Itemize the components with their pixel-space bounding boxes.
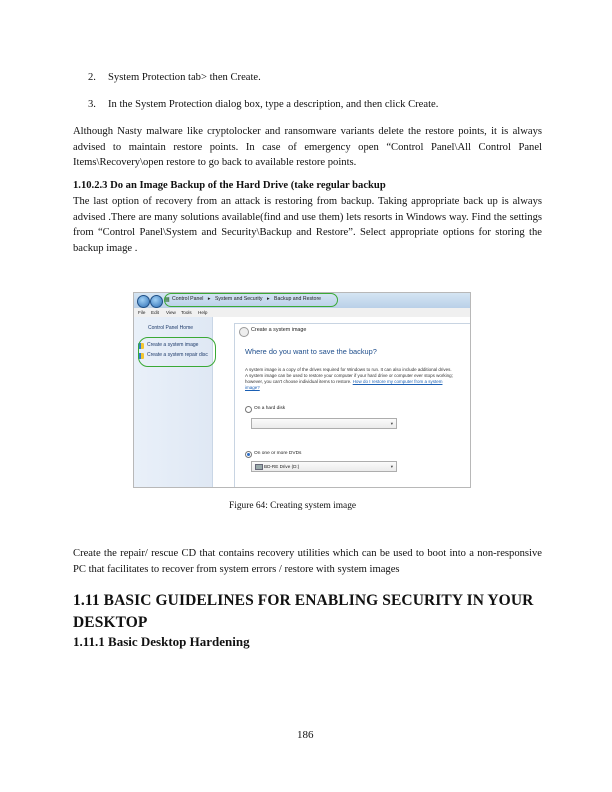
dialog-title: Create a system image [251, 327, 307, 333]
paragraph-restore-points: Although Nasty malware like cryptolocker and ransomware variants delete the restore points, it is always advised to maintain restore points. In case of emergency open “Control Panel\All Control Panel Items\Recovery\open restore to go back to available restore points. [73, 126, 542, 169]
dialog-description [245, 367, 455, 391]
create-repair-disc-link[interactable]: Create a system repair disc [147, 352, 208, 358]
chevron-down-icon: ▾ [390, 464, 393, 469]
breadcrumb-separator-icon: ▸ [266, 296, 270, 302]
dvd-dropdown[interactable] [251, 461, 397, 472]
drive-icon [255, 464, 263, 470]
step-2-text: System Protection tab> then Create. [108, 72, 261, 83]
chevron-down-icon: ▾ [390, 421, 393, 426]
subsection-heading-desktop-hardening: 1.11.1 Basic Desktop Hardening [73, 634, 250, 649]
breadcrumb-separator-icon: ▸ [207, 296, 211, 302]
step-2-number: 2. [88, 72, 96, 83]
paragraph-repair-cd: Create the repair/ rescue CD that contains recovery utilities which can be used to boot into a non-responsive PC that facilitates to recover from system errors / restore with system images [73, 548, 542, 575]
dialog-heading: Where do you want to save the backup? [245, 347, 377, 356]
step-3-text: In the System Protection dialog box, type a description, and then click Create. [108, 99, 439, 110]
page-number: 186 [297, 729, 314, 741]
hard-disk-radio[interactable] [245, 406, 252, 413]
highlight-oval-left-links [138, 337, 216, 367]
breadcrumb-backup-restore[interactable]: Backup and Restore [274, 296, 322, 302]
restore-help-link[interactable]: How do I restore my computer from a system image? [245, 379, 443, 390]
dvd-dropdown-value: BD-RE Drive (D:) [264, 464, 300, 469]
control-panel-icon: ▦ [164, 297, 170, 303]
create-system-image-link[interactable]: Create a system image [147, 342, 199, 348]
figure-screenshot [133, 292, 471, 488]
menu-file[interactable]: File [138, 310, 146, 315]
forward-arrow-icon [150, 295, 163, 308]
figure-caption: Figure 64: Creating system image [229, 501, 357, 511]
step-3-number: 3. [88, 99, 96, 110]
hard-disk-dropdown[interactable] [251, 418, 397, 429]
paragraph-image-backup: The last option of recovery from an attack is restoring from backup. Taking appropriate back up is always advised .There are many solutions available(find and use them) lets resorts in Windows way. Find the settings from “Control Panel\System and Security\Backup and Restore”. Select appropriate options for storing the backup image . [73, 196, 542, 254]
back-button-icon[interactable] [239, 327, 249, 337]
description-text: A system image is a copy of the drives required for Windows to run. It can also include additional drives. A system image can be used to restore your computer if your hard drive or computer ever stops working; however, you can't choose individual items to restore. [245, 367, 453, 384]
menu-help[interactable]: Help [198, 310, 208, 315]
highlight-oval-breadcrumb [164, 293, 338, 307]
menu-tools[interactable]: Tools [181, 310, 192, 315]
dvd-label: On one or more DVDs [254, 451, 302, 456]
menu-bar [134, 308, 470, 317]
hard-disk-label: On a hard disk [254, 406, 286, 411]
dvd-radio[interactable] [245, 451, 252, 458]
control-panel-home-link[interactable]: Control Panel Home [148, 325, 194, 331]
section-heading-basic-guidelines: 1.11 BASIC GUIDELINES FOR ENABLING SECURITY IN YOUR DESKTOP [73, 592, 534, 631]
create-system-image-dialog [234, 323, 471, 488]
menu-edit[interactable]: Edit [151, 310, 159, 315]
subsection-heading-image-backup: 1.10.2.3 Do an Image Backup of the Hard Drive (take regular backup [73, 180, 386, 191]
breadcrumb-control-panel[interactable]: Control Panel [172, 296, 204, 302]
menu-view[interactable]: View [166, 310, 176, 315]
back-arrow-icon [137, 295, 150, 308]
breadcrumb-system-security[interactable]: System and Security [214, 296, 263, 302]
